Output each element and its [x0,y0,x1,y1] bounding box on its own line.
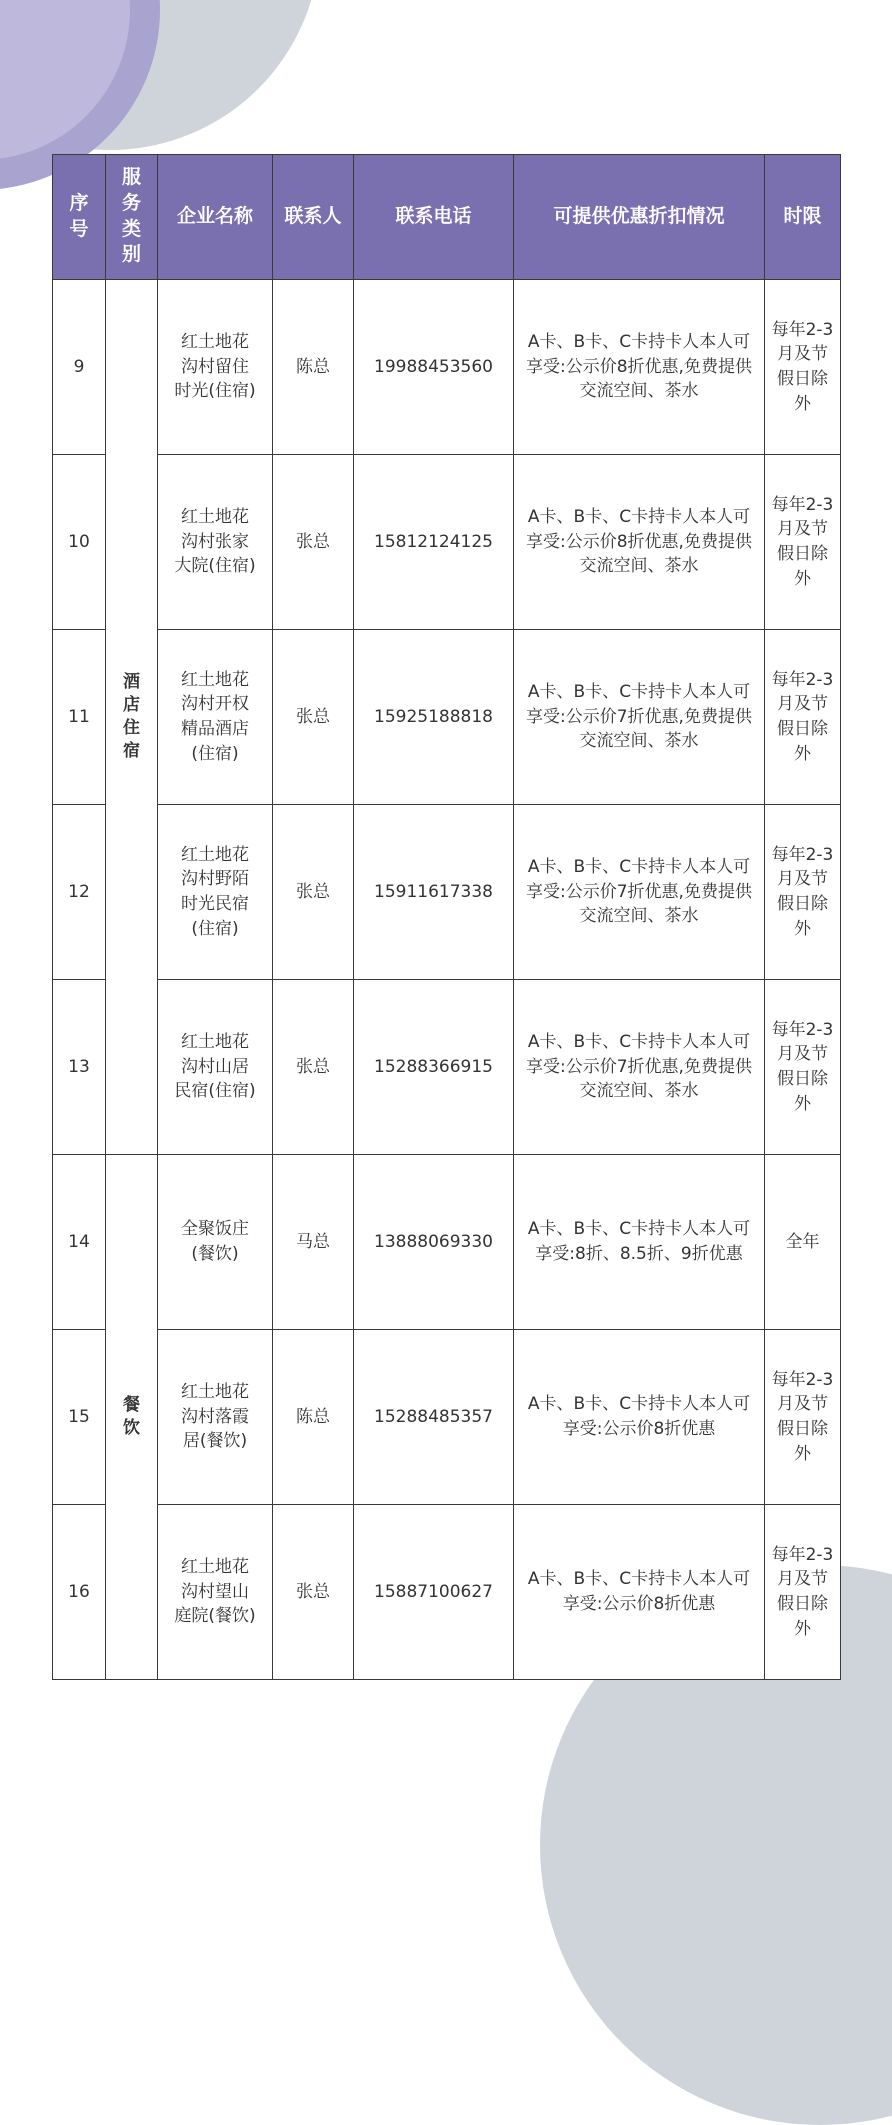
table-header-row [53,155,841,280]
valid-period: 每年2-3月及节假日除外 [765,1330,841,1505]
company-name: 全聚饭庄(餐饮) [158,1155,273,1330]
row-index: 11 [53,630,106,805]
header-period: 时限 [765,155,841,280]
discount-details: A卡、B卡、C卡持卡人本人可享受:公示价8折优惠 [514,1330,765,1505]
discount-details: A卡、B卡、C卡持卡人本人可享受:8折、8.5折、9折优惠 [514,1155,765,1330]
row-index: 10 [53,455,106,630]
valid-period: 每年2-3月及节假日除外 [765,1505,841,1680]
contact-person: 陈总 [273,280,354,455]
table-row [53,630,841,805]
company-name: 红土地花沟村望山庭院(餐饮) [158,1505,273,1680]
row-index: 12 [53,805,106,980]
valid-period: 每年2-3月及节假日除外 [765,455,841,630]
phone-number: 15288366915 [354,980,514,1155]
header-discount: 可提供优惠折扣情况 [514,155,765,280]
row-index: 14 [53,1155,106,1330]
contact-person: 陈总 [273,1330,354,1505]
row-index: 9 [53,280,106,455]
table-row [53,280,841,455]
company-name: 红土地花沟村开权精品酒店(住宿) [158,630,273,805]
contact-person: 张总 [273,805,354,980]
phone-number: 19988453560 [354,280,514,455]
company-name: 红土地花沟村山居民宿(住宿) [158,980,273,1155]
phone-number: 15925188818 [354,630,514,805]
category-cell-dining: 餐饮 [106,1155,158,1680]
table-row [53,1505,841,1680]
contact-person: 张总 [273,980,354,1155]
discount-details: A卡、B卡、C卡持卡人本人可享受:公示价7折优惠,免费提供交流空间、茶水 [514,980,765,1155]
valid-period: 全年 [765,1155,841,1330]
phone-number: 15911617338 [354,805,514,980]
phone-number: 15288485357 [354,1330,514,1505]
phone-number: 15887100627 [354,1505,514,1680]
contact-person: 张总 [273,1505,354,1680]
company-name: 红土地花沟村落霞居(餐饮) [158,1330,273,1505]
row-index: 15 [53,1330,106,1505]
discount-details: A卡、B卡、C卡持卡人本人可享受:公示价8折优惠,免费提供交流空间、茶水 [514,280,765,455]
company-name: 红土地花沟村张家大院(住宿) [158,455,273,630]
table-row [53,980,841,1155]
phone-number: 15812124125 [354,455,514,630]
row-index: 16 [53,1505,106,1680]
contact-person: 马总 [273,1155,354,1330]
table-row [53,805,841,980]
valid-period: 每年2-3月及节假日除外 [765,980,841,1155]
discount-details: A卡、B卡、C卡持卡人本人可享受:公示价7折优惠,免费提供交流空间、茶水 [514,805,765,980]
header-index: 序号 [53,155,106,280]
table-row [53,1155,841,1330]
header-contact: 联系人 [273,155,354,280]
table-row [53,1330,841,1505]
table-row [53,455,841,630]
discount-table [52,154,841,1680]
discount-details: A卡、B卡、C卡持卡人本人可享受:公示价8折优惠,免费提供交流空间、茶水 [514,455,765,630]
discount-details: A卡、B卡、C卡持卡人本人可享受:公示价7折优惠,免费提供交流空间、茶水 [514,630,765,805]
valid-period: 每年2-3月及节假日除外 [765,280,841,455]
valid-period: 每年2-3月及节假日除外 [765,630,841,805]
discount-details: A卡、B卡、C卡持卡人本人可享受:公示价8折优惠 [514,1505,765,1680]
row-index: 13 [53,980,106,1155]
company-name: 红土地花沟村留住时光(住宿) [158,280,273,455]
contact-person: 张总 [273,630,354,805]
header-company: 企业名称 [158,155,273,280]
company-name: 红土地花沟村野陌时光民宿(住宿) [158,805,273,980]
valid-period: 每年2-3月及节假日除外 [765,805,841,980]
category-cell-hotel: 酒店住宿 [106,280,158,1155]
phone-number: 13888069330 [354,1155,514,1330]
header-category: 服务类别 [106,155,158,280]
contact-person: 张总 [273,455,354,630]
header-phone: 联系电话 [354,155,514,280]
